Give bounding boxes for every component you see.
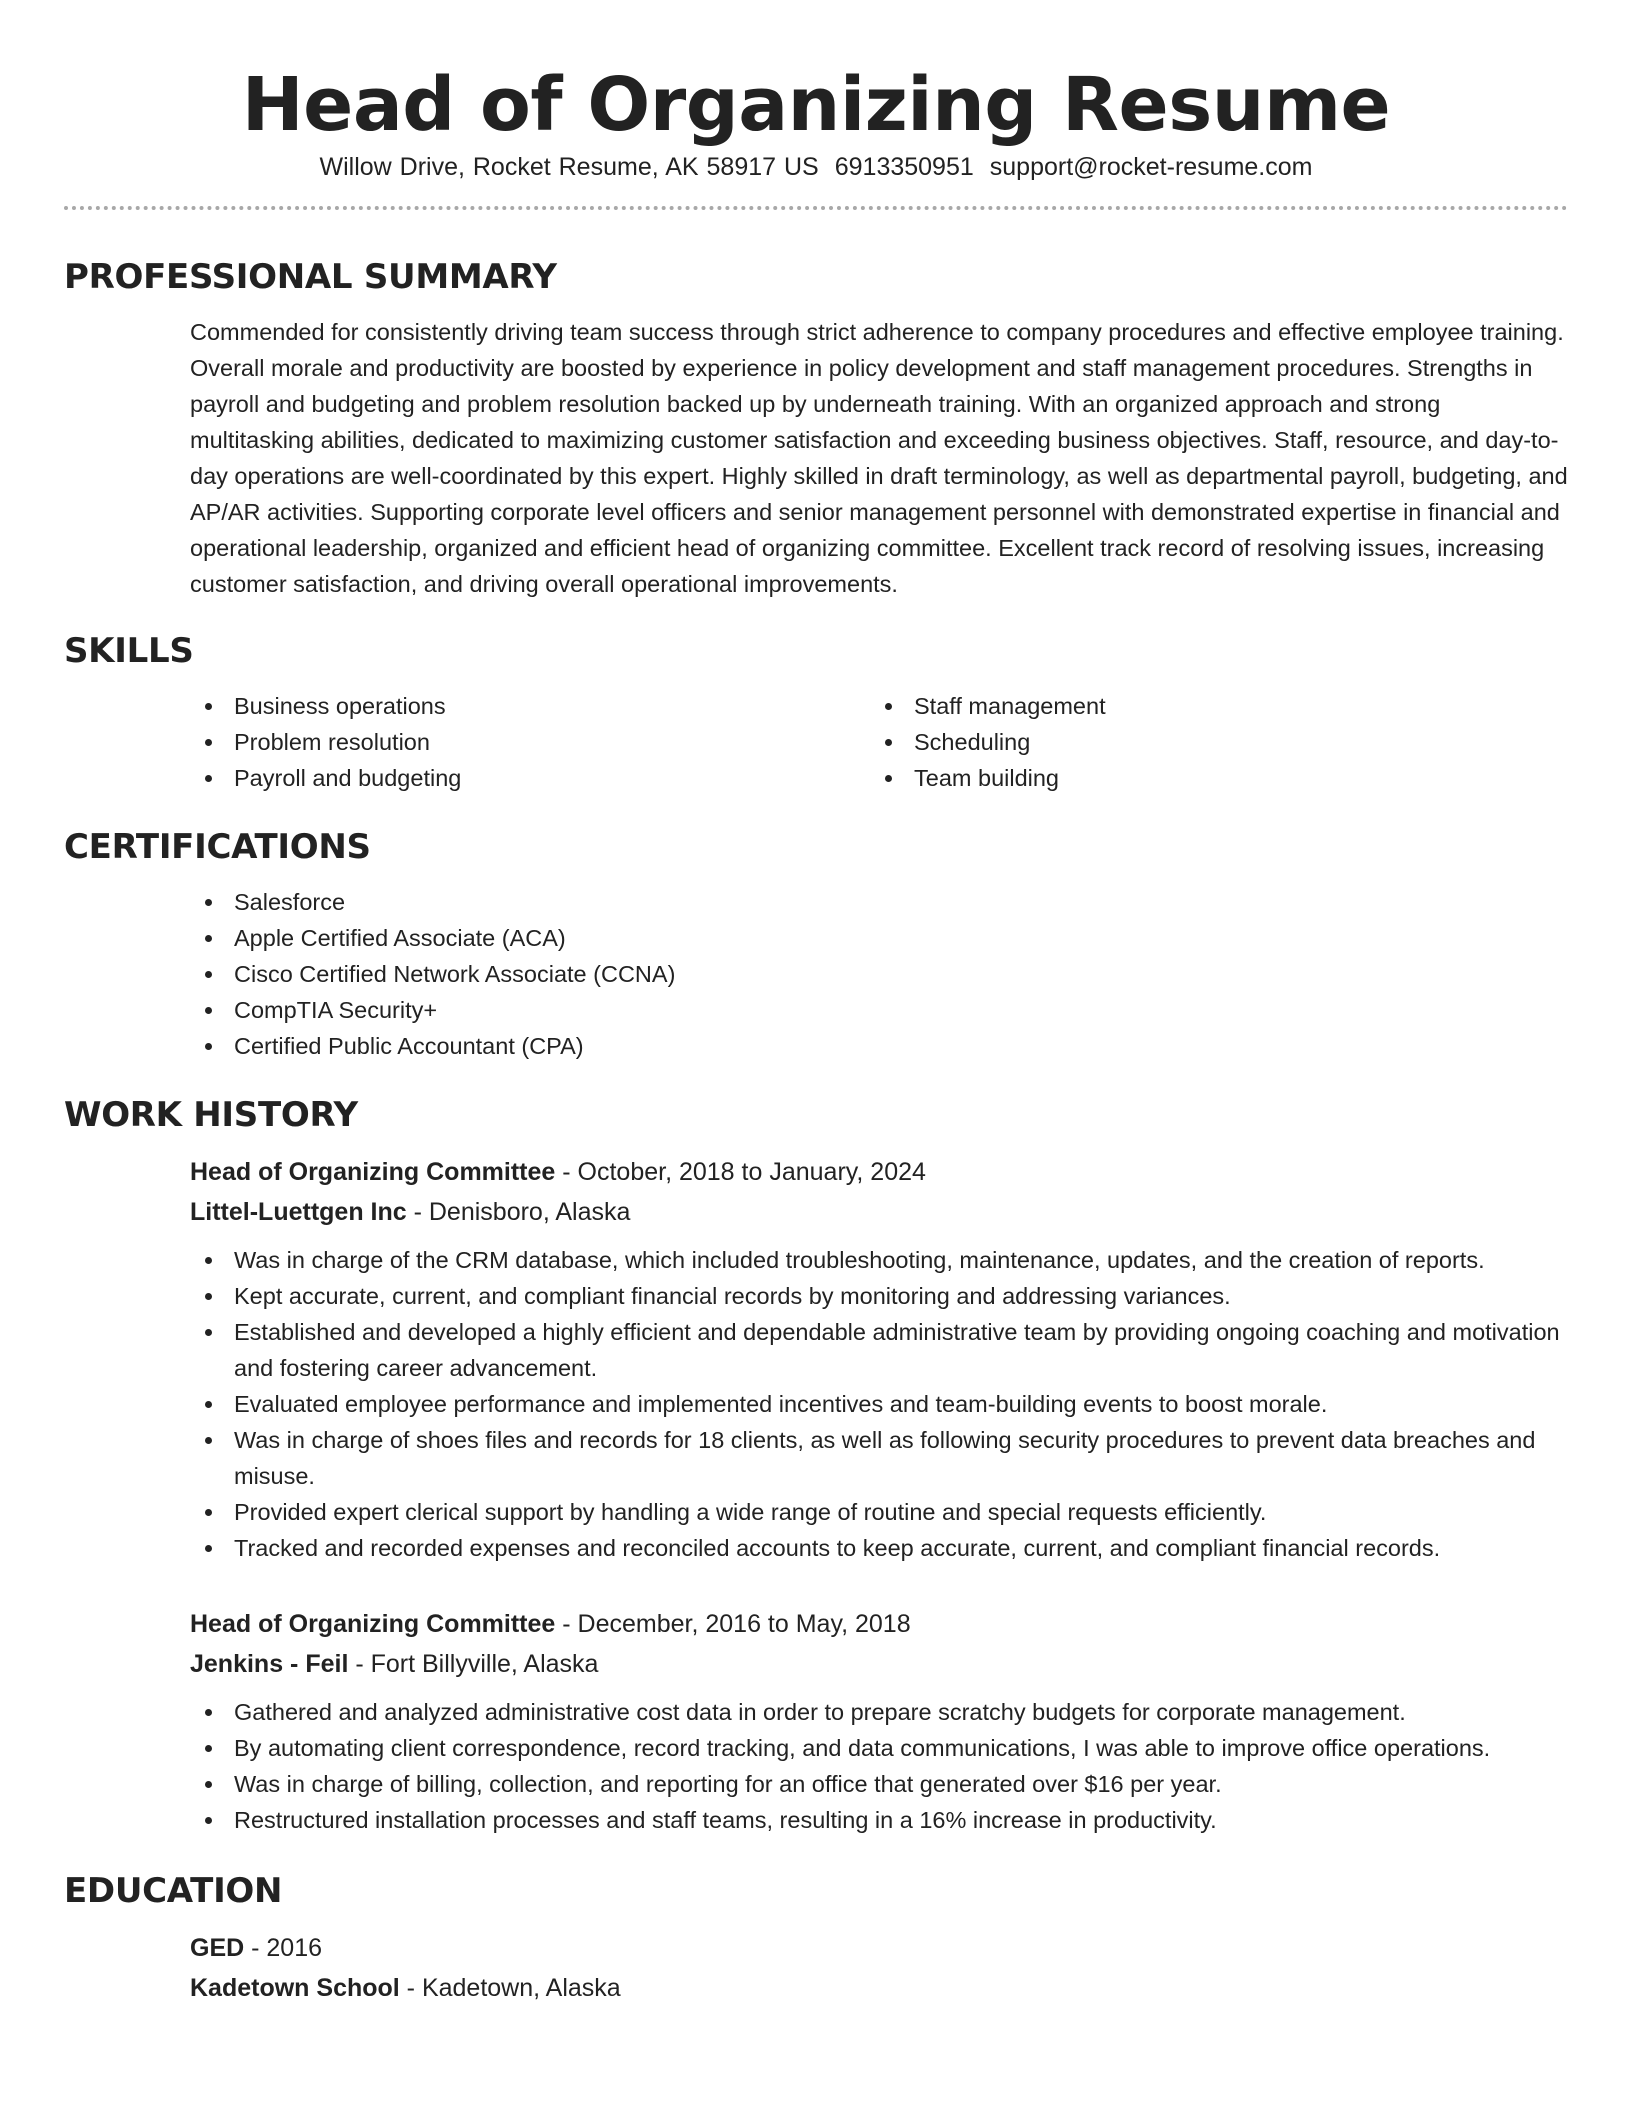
job-entry xyxy=(190,1604,1568,1838)
job-bullet: Tracked and recorded expenses and reconciled accounts to keep accurate, current, and compliant financial records. xyxy=(190,1530,1568,1566)
skill-item: Scheduling xyxy=(870,724,1550,760)
job-title-line xyxy=(190,1604,1568,1644)
education-heading: EDUCATION xyxy=(64,1871,283,1911)
job-bullet: Evaluated employee performance and implemented incentives and team-building events to boost morale. xyxy=(190,1386,1568,1422)
job-bullet: Gathered and analyzed administrative cost data in order to prepare scratchy budgets for corporate management. xyxy=(190,1694,1568,1730)
certifications-heading: CERTIFICATIONS xyxy=(64,827,371,867)
job-title-line xyxy=(190,1152,1568,1192)
certification-item: Salesforce xyxy=(190,884,1568,920)
job-bullet: Was in charge of shoes files and records for 18 clients, as well as following security procedures to prevent data breaches and misuse. xyxy=(190,1422,1568,1494)
certification-item: CompTIA Security+ xyxy=(190,992,1568,1028)
job-bullet: Provided expert clerical support by handling a wide range of routine and special requests efficiently. xyxy=(190,1494,1568,1530)
skills-list-left xyxy=(190,688,870,796)
job-bullet: By automating client correspondence, record tracking, and data communications, I was able to improve office operations. xyxy=(190,1730,1568,1766)
contact-address: Willow Drive, Rocket Resume, AK 58917 US xyxy=(319,153,819,181)
job-company: Littel-Luettgen Inc xyxy=(190,1198,407,1226)
certification-item: Certified Public Accountant (CPA) xyxy=(190,1028,1568,1064)
skill-item: Staff management xyxy=(870,688,1550,724)
job-bullets xyxy=(190,1242,1568,1566)
header-divider xyxy=(64,206,1568,210)
job-bullets xyxy=(190,1694,1568,1838)
certification-item: Apple Certified Associate (ACA) xyxy=(190,920,1568,956)
education-degree: GED xyxy=(190,1934,245,1962)
job-bullet: Restructured installation processes and staff teams, resulting in a 16% increase in productivity. xyxy=(190,1802,1568,1838)
certifications-list xyxy=(190,884,1568,1064)
job-company-line xyxy=(190,1644,1568,1684)
education-school-line xyxy=(190,1968,1568,2008)
skill-item: Business operations xyxy=(190,688,870,724)
job-location: - Denisboro, Alaska xyxy=(406,1198,631,1226)
skills-grid xyxy=(190,688,1568,796)
summary-text: Commended for consistently driving team success through strict adherence to company procedures and effective employee training. Overall morale and productivity are boosted by experience in policy development and staff management procedures. Strengths in payroll and budgeting and problem resolution backed up by underneath training. With an organized approach and strong multitasking abilities, dedicated to maximizing customer satisfaction and exceeding business objectives. Staff, resource, and day-to-day operations are well-coordinated by this expert. Highly skilled in draft terminology, as well as departmental payroll, budgeting, and AP/AR activities. Supporting corporate level officers and senior management personnel with demonstrated expertise in financial and operational leadership, organized and efficient head of organizing committee. Excellent track record of resolving issues, increasing customer satisfaction, and driving overall operational improvements. xyxy=(190,319,1568,597)
summary-heading: PROFESSIONAL SUMMARY xyxy=(64,257,557,297)
job-bullet: Was in charge of billing, collection, and reporting for an office that generated over $16 per year. xyxy=(190,1766,1568,1802)
job-bullet: Was in charge of the CRM database, which included troubleshooting, maintenance, updates, and the creation of reports. xyxy=(190,1242,1568,1278)
education-location: - Kadetown, Alaska xyxy=(399,1974,621,2002)
job-bullet: Kept accurate, current, and compliant financial records by monitoring and addressing variances. xyxy=(190,1278,1568,1314)
job-company-line xyxy=(190,1192,1568,1232)
skill-item: Team building xyxy=(870,760,1550,796)
work-history-heading: WORK HISTORY xyxy=(64,1095,358,1135)
certification-item: Cisco Certified Network Associate (CCNA) xyxy=(190,956,1568,992)
resume-title: Head of Organizing Resume xyxy=(241,62,1391,148)
education-degree-line xyxy=(190,1928,1568,1968)
education-entry xyxy=(190,1928,1568,2008)
education-school: Kadetown School xyxy=(190,1974,400,2002)
job-bullet: Established and developed a highly efficient and dependable administrative team by providing ongoing coaching and motivation and fostering career advancement. xyxy=(190,1314,1568,1386)
job-company: Jenkins - Feil xyxy=(190,1650,349,1678)
job-location: - Fort Billyville, Alaska xyxy=(348,1650,599,1678)
job-role: Head of Organizing Committee xyxy=(190,1158,556,1186)
contact-email: support@rocket-resume.com xyxy=(989,153,1313,181)
skill-item: Problem resolution xyxy=(190,724,870,760)
job-dates: - October, 2018 to January, 2024 xyxy=(555,1158,926,1186)
contact-info xyxy=(64,152,1568,198)
contact-phone: 6913350951 xyxy=(834,153,974,181)
skills-list-right xyxy=(870,688,1550,796)
skills-heading: SKILLS xyxy=(64,631,194,671)
skill-item: Payroll and budgeting xyxy=(190,760,870,796)
job-entry xyxy=(190,1152,1568,1566)
job-role: Head of Organizing Committee xyxy=(190,1610,556,1638)
education-year: - 2016 xyxy=(244,1934,323,1962)
job-dates: - December, 2016 to May, 2018 xyxy=(555,1610,911,1638)
